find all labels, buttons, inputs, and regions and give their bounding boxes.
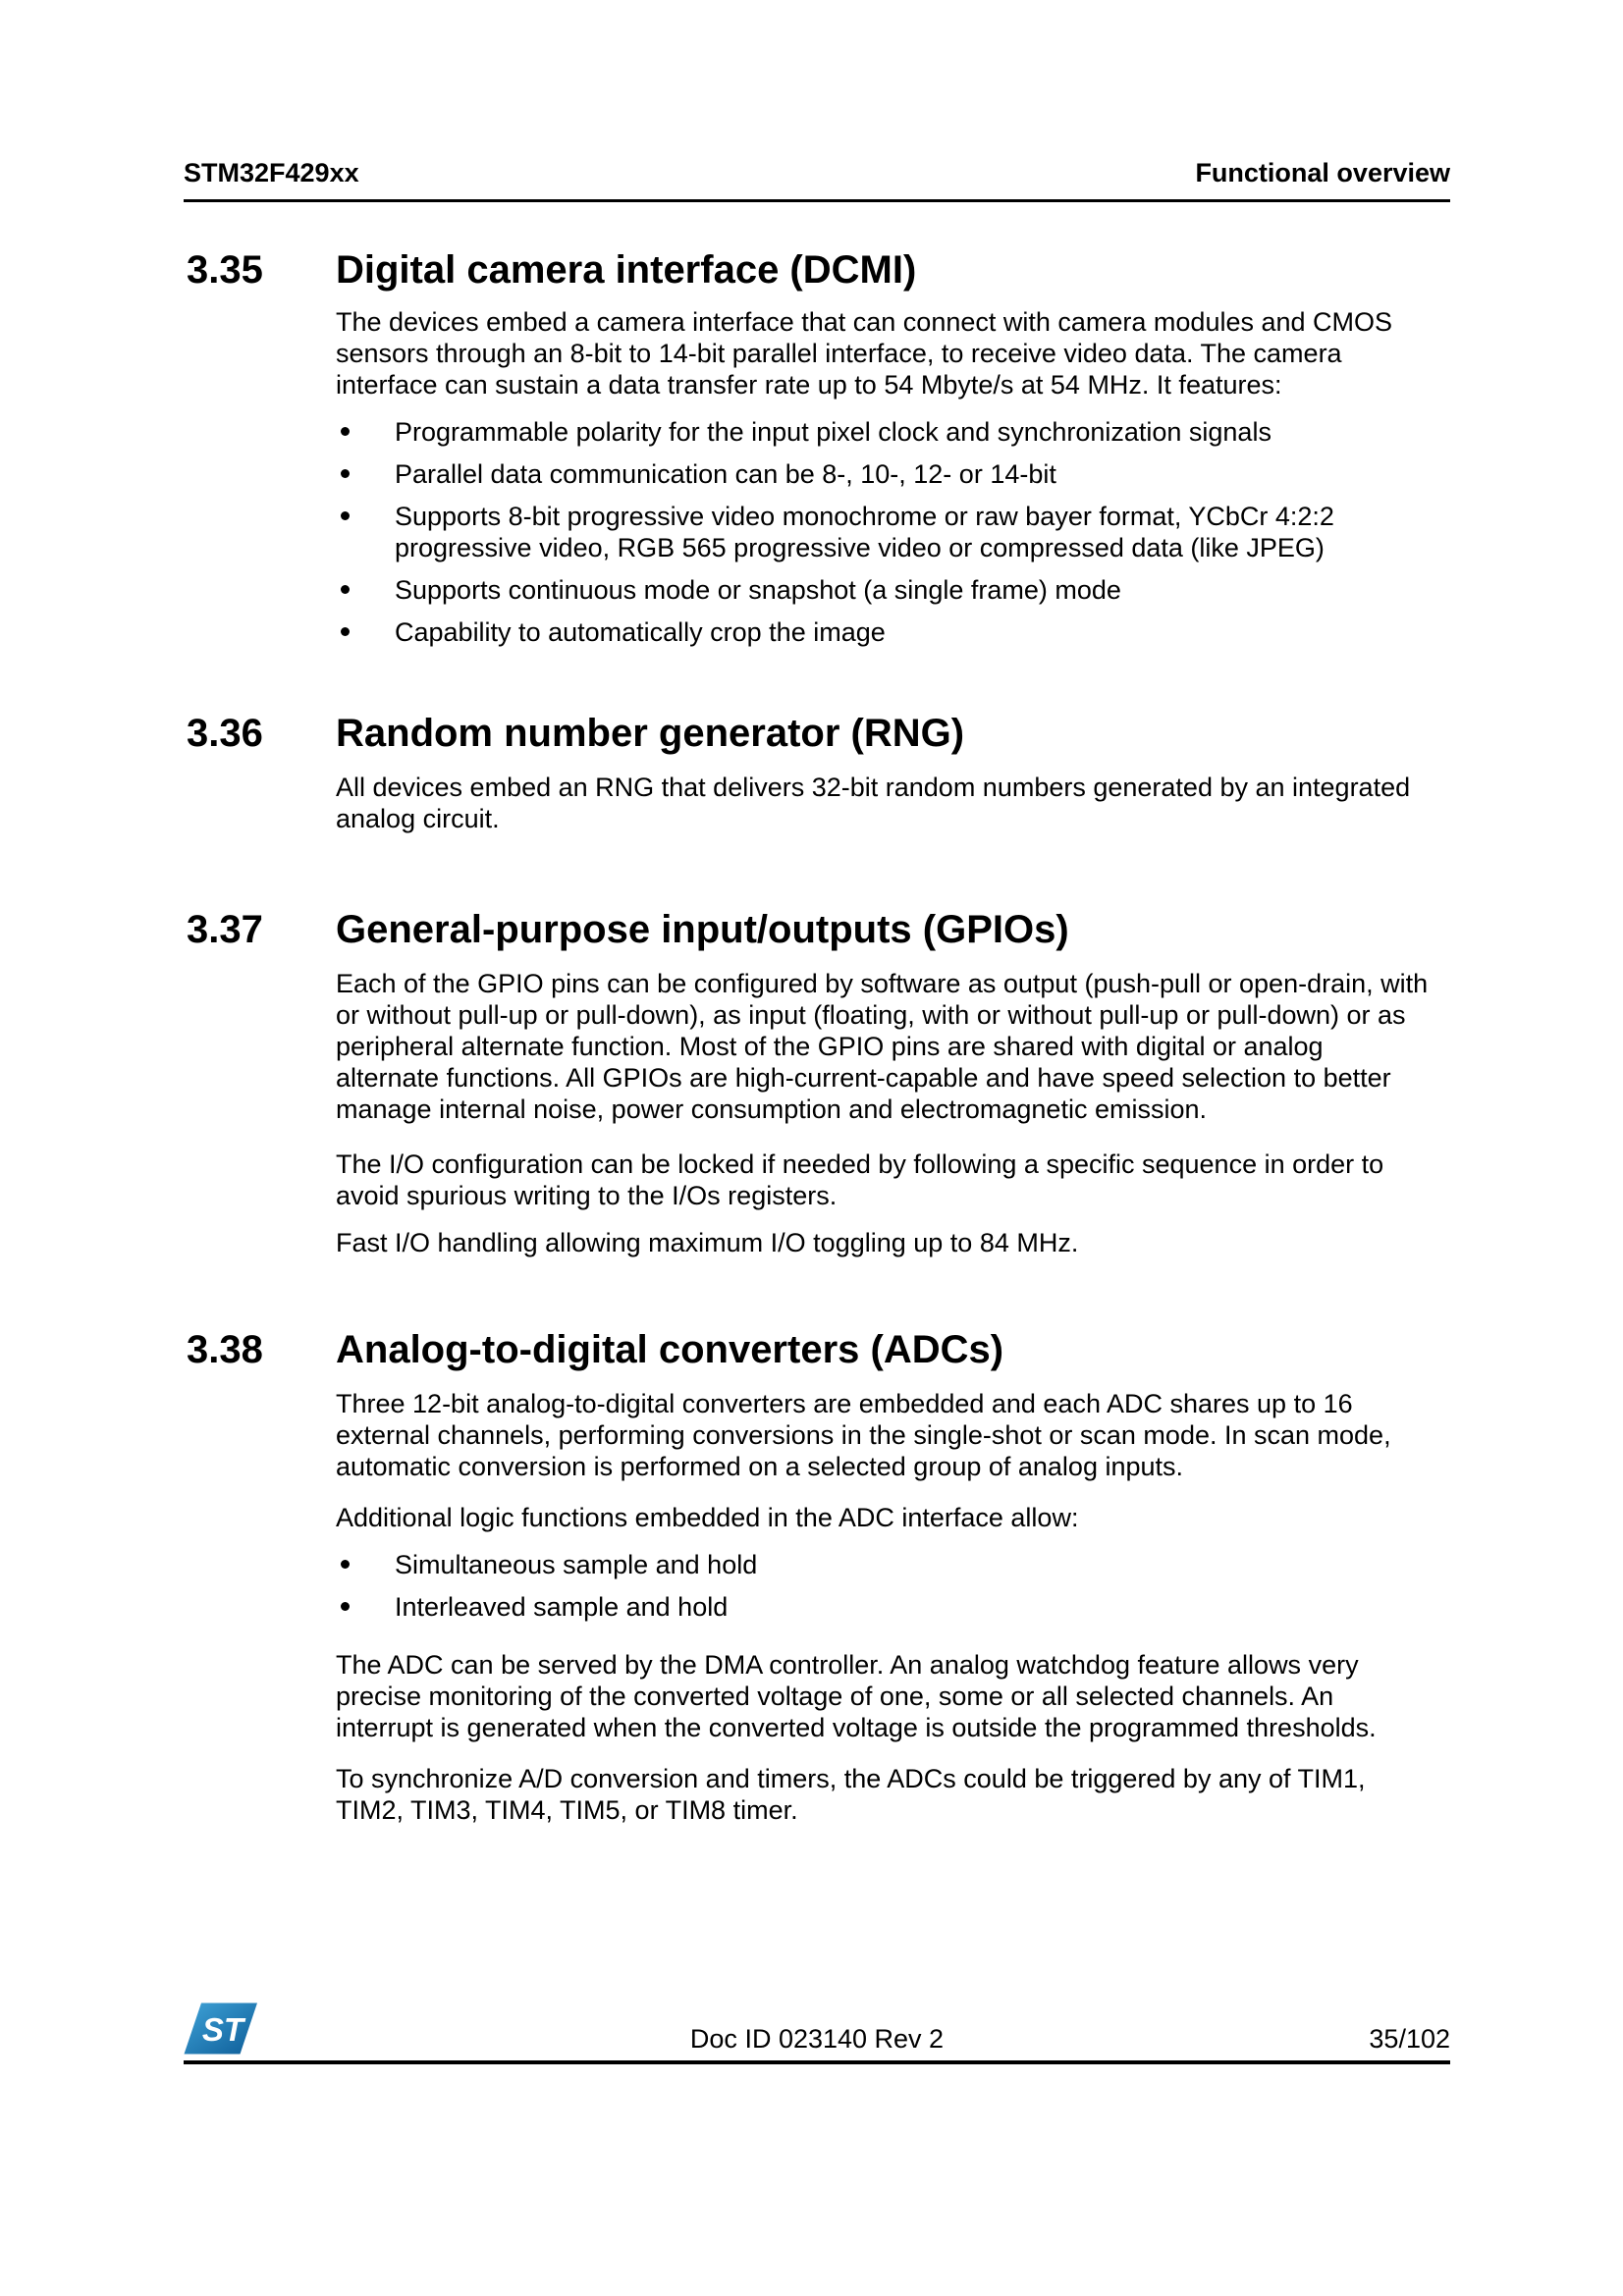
section-heading <box>184 247 1450 293</box>
paragraph: To synchronize A/D conversion and timers, the ADCs could be triggered by any of TIM1, TIM2, TIM3, TIM4, TIM5, or TIM8 timer. <box>336 1764 1366 1825</box>
page-header <box>184 157 1450 202</box>
bullet-item: Supports 8-bit progressive video monochrome or raw bayer format, YCbCr 4:2:2 progressive video, RGB 565 progressive video or compressed data (like JPEG) <box>336 501 1434 563</box>
bullet-list <box>336 416 1434 648</box>
footer-doc-id: Doc ID 023140 Rev 2 <box>689 2024 945 2054</box>
bullet-item: Programmable polarity for the input pixel clock and synchronization signals <box>336 416 1434 448</box>
section-heading <box>184 907 1450 952</box>
st-logo-icon <box>184 2002 258 2055</box>
header-chapter-title: Functional overview <box>1195 158 1450 187</box>
paragraph: Additional logic functions embedded in the ADC interface allow: <box>336 1503 1079 1532</box>
paragraph: The ADC can be served by the DMA controller. An analog watchdog feature allows very precise monitoring of the converted voltage of one, some or all selected channels. An interrupt is generated when the converted voltage is outside the programmed thresholds. <box>336 1650 1377 1742</box>
section-title: Random number generator (RNG) <box>336 712 965 755</box>
section-number: 3.38 <box>187 1328 263 1371</box>
section-3-37 <box>184 907 1450 1258</box>
section-heading <box>184 711 1450 756</box>
page-content <box>184 204 1450 1826</box>
bullet-item: Supports continuous mode or snapshot (a single frame) mode <box>336 574 1434 606</box>
paragraph: The devices embed a camera interface that can connect with camera modules and CMOS sensors through an 8-bit to 14-bit parallel interface, to receive video data. The camera interface can sustain a data transfer rate up to 54 Mbyte/s at 54 MHz. It features: <box>336 307 1393 400</box>
section-3-36 <box>184 711 1450 834</box>
section-heading <box>184 1327 1450 1372</box>
bullet-list <box>336 1549 1434 1623</box>
footer-logo-area <box>184 2002 360 2055</box>
section-title: General-purpose input/outputs (GPIOs) <box>336 908 1069 951</box>
bullet-item: Capability to automatically crop the image <box>336 616 1434 648</box>
bullet-item: Simultaneous sample and hold <box>336 1549 1434 1580</box>
section-title: Digital camera interface (DCMI) <box>336 248 917 292</box>
paragraph: All devices embed an RNG that delivers 32-bit random numbers generated by an integrated analog circuit. <box>336 773 1411 833</box>
section-title: Analog-to-digital converters (ADCs) <box>336 1328 1004 1371</box>
section-3-35 <box>184 247 1450 648</box>
section-number: 3.37 <box>187 908 263 951</box>
section-number: 3.36 <box>187 712 263 755</box>
paragraph: Each of the GPIO pins can be configured by software as output (push-pull or open-drain, with or without pull-up or pull-down), as input (floating, with or without pull-up or pull-down) or as peripheral alternate function. Most of the GPIO pins are shared with digital or analog alternate functions. All GPIOs are high-current-capable and have speed selection to better manage internal noise, power consumption and electromagnetic emission. <box>336 969 1429 1124</box>
bullet-item: Parallel data communication can be 8-, 10-, 12- or 14-bit <box>336 458 1434 490</box>
section-number: 3.35 <box>187 248 263 292</box>
svg-text:ST: ST <box>201 2011 244 2048</box>
header-device-name: STM32F429xx <box>184 158 359 187</box>
paragraph: Fast I/O handling allowing maximum I/O toggling up to 84 MHz. <box>336 1228 1079 1257</box>
page-footer <box>184 2002 1450 2064</box>
footer-page-number: 35/102 <box>1369 2024 1450 2054</box>
section-3-38 <box>184 1327 1450 1826</box>
paragraph: Three 12-bit analog-to-digital converters are embedded and each ADC shares up to 16 external channels, performing conversions in the single-shot or scan mode. In scan mode, automatic conversion is performed on a selected group of analog inputs. <box>336 1389 1391 1481</box>
bullet-item: Interleaved sample and hold <box>336 1591 1434 1623</box>
paragraph: The I/O configuration can be locked if needed by following a specific sequence in order to avoid spurious writing to the I/Os registers. <box>336 1149 1384 1210</box>
